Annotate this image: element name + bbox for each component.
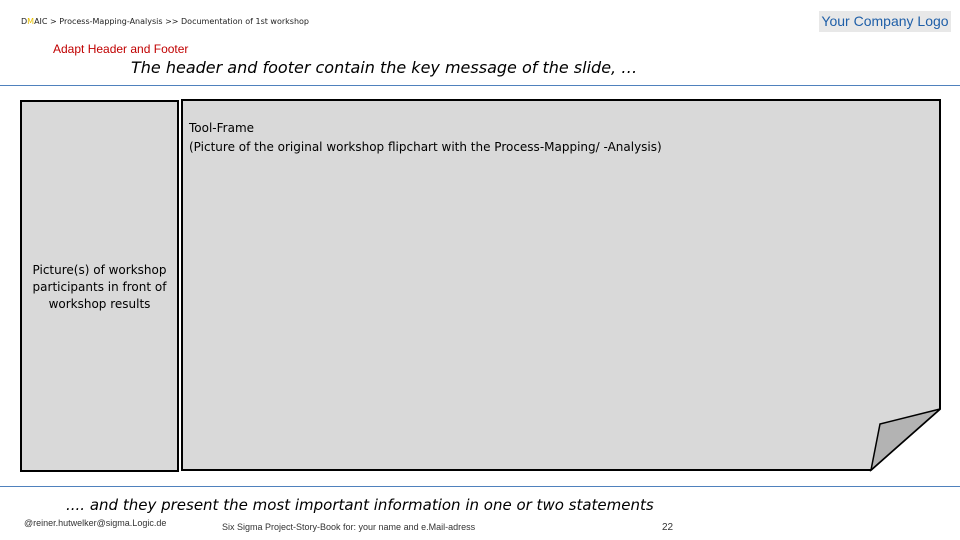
participants-picture-placeholder xyxy=(20,100,179,472)
tool-frame-title: Tool-Frame xyxy=(189,121,255,135)
footer-title: Six Sigma Project-Story-Book for: your name and e.Mail-adress xyxy=(222,522,476,532)
header-message: The header and footer contain the key message of the slide, … xyxy=(131,58,638,77)
breadcrumb-m: M xyxy=(27,17,35,26)
tool-frame-label xyxy=(189,119,662,157)
page-number: 22 xyxy=(662,522,674,533)
header-label: Adapt Header and Footer xyxy=(53,42,189,56)
breadcrumb-path: AIC > Process-Mapping-Analysis >> Documentation of 1st workshop xyxy=(34,17,309,26)
footer-message: .... and they present the most important information in one or two statements xyxy=(66,496,654,514)
breadcrumb xyxy=(21,17,309,26)
footer-divider xyxy=(0,486,960,487)
participants-text: Picture(s) of workshop participants in front of workshop results xyxy=(32,263,167,311)
header-divider xyxy=(0,85,960,86)
footer-author: @reiner.hutwelker@sigma.Logic.de xyxy=(24,518,167,528)
breadcrumb-d: D xyxy=(21,17,28,26)
company-logo: Your Company Logo xyxy=(819,11,951,32)
tool-frame-subtitle: (Picture of the original workshop flipchart with the Process-Mapping/ -Analysis) xyxy=(189,140,662,154)
